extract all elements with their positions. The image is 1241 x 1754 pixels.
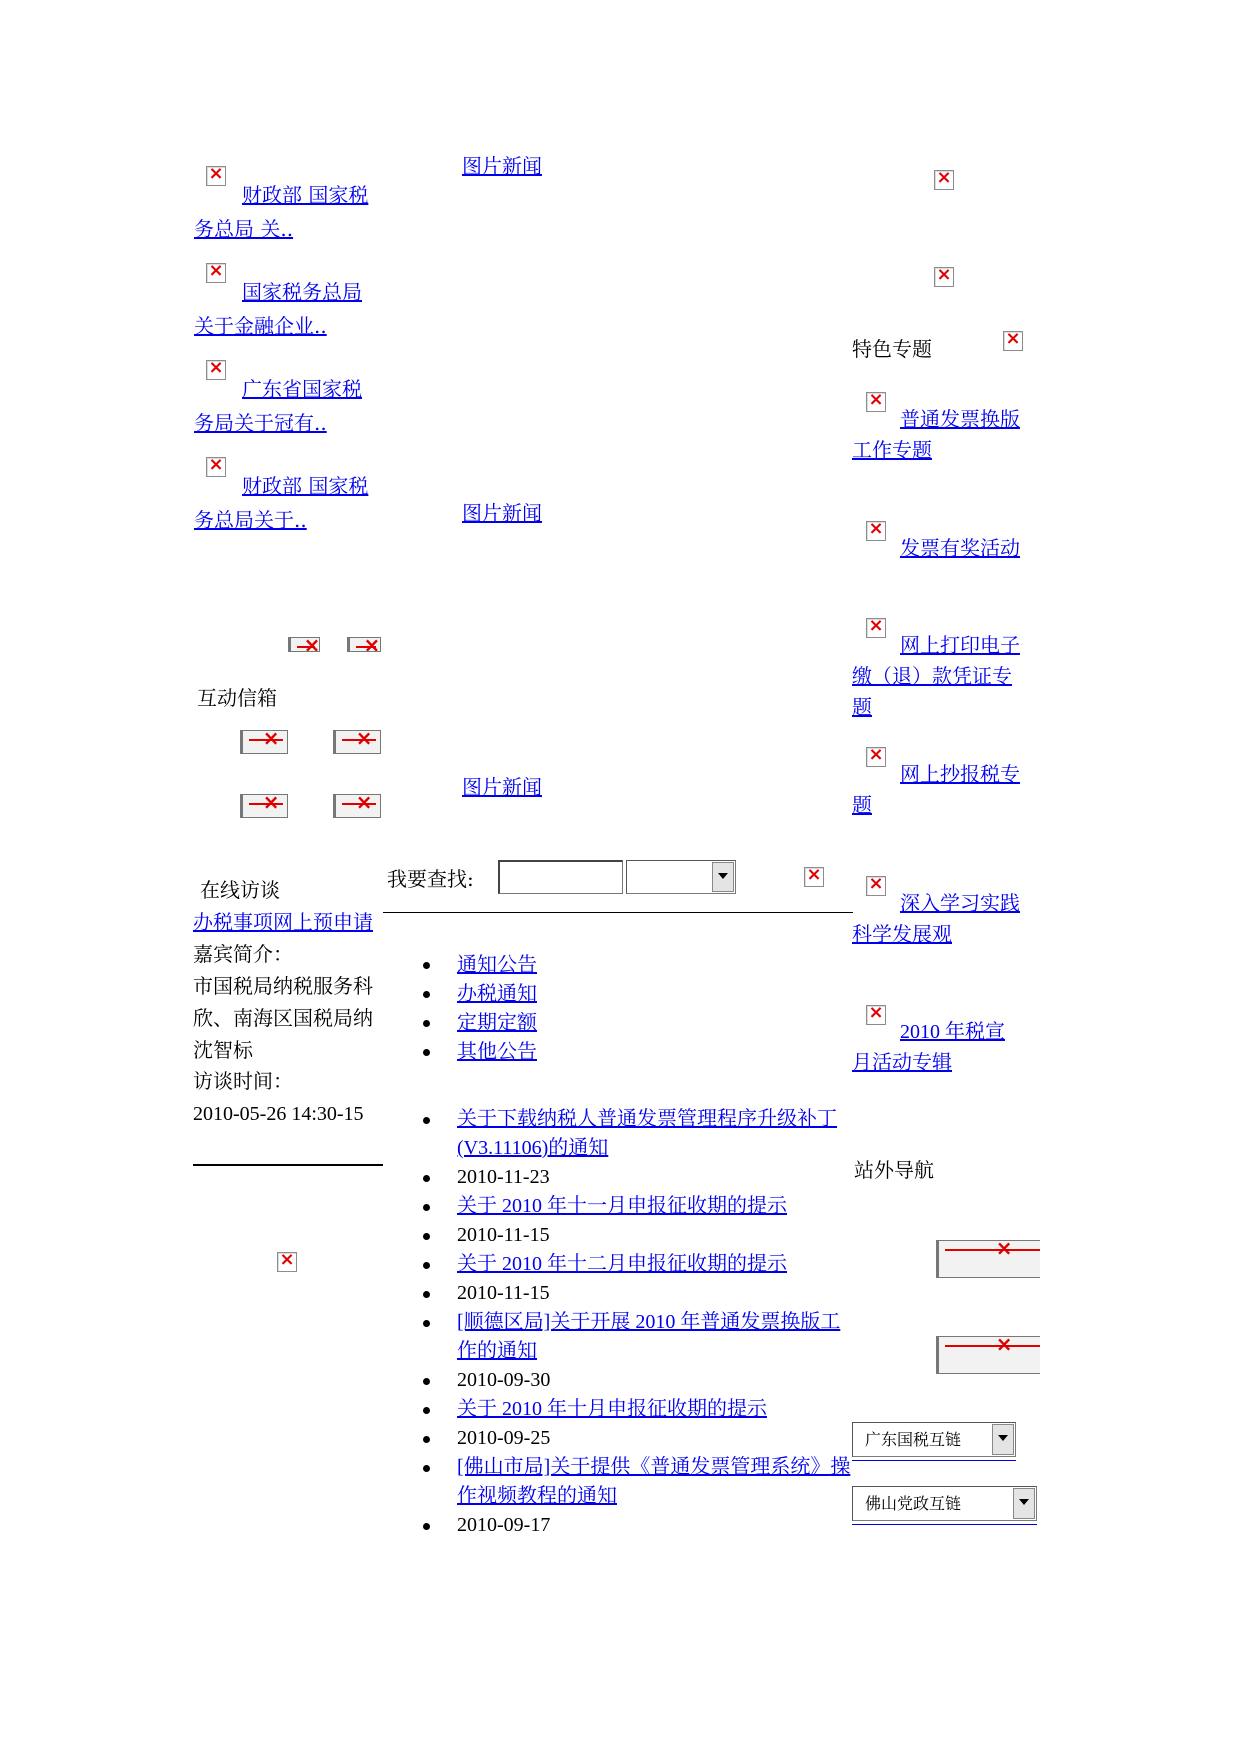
list-item [457, 1192, 852, 1221]
chevron-down-icon[interactable] [992, 1424, 1014, 1455]
photo-news-link[interactable]: 图片新闻 [462, 501, 542, 525]
select-value: 广东国税互链 [865, 1430, 962, 1449]
list-item [457, 1105, 852, 1163]
time-label: 访谈时间： [193, 1069, 293, 1093]
tab-tax-notices[interactable]: 办税通知 [457, 981, 537, 1005]
news-item [194, 275, 384, 345]
interview-topic-link[interactable]: 办税事项网上预申请 [193, 910, 373, 934]
mailbox-button-image[interactable] [347, 637, 381, 652]
tab-item[interactable] [457, 1037, 537, 1066]
notice-link[interactable]: [佛山市局]关于提供《普通发票管理系统》操作视频教程的通知 [457, 1456, 851, 1507]
news-link[interactable]: 广东省国家税务局关于冠有.. [194, 377, 362, 435]
tab-item[interactable] [457, 979, 537, 1008]
guest-text: 市国税局纳税服务科 [193, 974, 373, 998]
external-banner[interactable] [936, 1240, 1040, 1278]
list-item [457, 1366, 852, 1395]
mailbox-button-image[interactable] [288, 637, 320, 652]
external-link-select[interactable] [852, 1422, 1016, 1457]
list-item [457, 1279, 852, 1308]
notice-link[interactable]: 关于下载纳税人普通发票管理程序升级补丁(V3.11106)的通知 [457, 1108, 837, 1159]
external-link-select[interactable] [852, 1486, 1037, 1521]
underline [852, 1460, 1016, 1461]
list-item [457, 1453, 852, 1511]
list-item [457, 1221, 852, 1250]
search-label: 我要查找: [387, 867, 474, 891]
interview-box [193, 874, 383, 1114]
banner-image[interactable] [936, 1336, 1040, 1374]
guest-label: 嘉宾简介： [193, 942, 293, 966]
time-value: 2010-05-26 14:30-15 [193, 1103, 364, 1125]
interview-title: 在线访谈 [200, 878, 280, 902]
notice-date: 2010-11-15 [457, 1224, 550, 1246]
select-value: 佛山党政互链 [865, 1494, 962, 1513]
divider [193, 1164, 383, 1166]
tab-fixed-quota[interactable]: 定期定额 [457, 1010, 537, 1034]
feature-link[interactable]: 网上打印电子缴（退）款凭证专题 [852, 633, 1020, 719]
mailbox-title: 互动信箱 [197, 686, 277, 710]
notice-list [457, 1105, 852, 1540]
notice-date: 2010-09-30 [457, 1369, 551, 1391]
list-item [457, 1395, 852, 1424]
news-item [194, 178, 384, 248]
external-banner[interactable] [936, 1336, 1040, 1374]
mailbox-action-image[interactable] [240, 730, 288, 754]
notice-link[interactable]: 关于 2010 年十月申报征收期的提示 [457, 1398, 767, 1420]
feature-link[interactable]: 网上抄报税专题 [852, 762, 1020, 817]
list-item [457, 1250, 852, 1279]
notice-link[interactable]: [顺德区局]关于开展 2010 年普通发票换版工作的通知 [457, 1311, 841, 1362]
mailbox-action-image[interactable] [240, 794, 288, 818]
tab-notices[interactable]: 通知公告 [457, 952, 537, 976]
tab-item[interactable] [457, 950, 537, 979]
list-item [457, 1511, 852, 1540]
banner-image[interactable] [936, 1240, 1040, 1278]
news-item [194, 469, 384, 539]
feature-link[interactable]: 普通发票换版工作专题 [852, 407, 1020, 462]
underline [852, 1524, 1037, 1525]
search-category-select[interactable] [626, 860, 736, 894]
notice-date: 2010-09-25 [457, 1427, 551, 1449]
mailbox-action-image[interactable] [333, 794, 381, 818]
notice-tabs [457, 950, 537, 1066]
notice-date: 2010-09-17 [457, 1514, 551, 1536]
search-button-image[interactable] [804, 867, 824, 887]
feature-link[interactable]: 发票有奖活动 [900, 536, 1020, 560]
search-input[interactable] [498, 860, 623, 894]
guest-text: 欣、南海区国税局纳 [193, 1006, 373, 1030]
guest-text: 沈智标 [193, 1038, 253, 1062]
list-item [457, 1308, 852, 1366]
feature-link[interactable]: 深入学习实践科学发展观 [852, 891, 1020, 946]
photo-news-link[interactable]: 图片新闻 [462, 775, 542, 799]
feature-link[interactable]: 2010 年税宣月活动专辑 [852, 1021, 1005, 1074]
external-nav-title: 站外导航 [854, 1158, 934, 1182]
broken-image-icon [934, 170, 954, 190]
photo-news-link[interactable]: 图片新闻 [462, 154, 542, 178]
mailbox-action-image[interactable] [333, 730, 381, 754]
broken-image-icon [1003, 331, 1023, 351]
notice-date: 2010-11-15 [457, 1282, 550, 1304]
features-title: 特色专题 [852, 337, 932, 361]
tab-item[interactable] [457, 1008, 537, 1037]
notice-link[interactable]: 关于 2010 年十二月申报征收期的提示 [457, 1253, 787, 1275]
list-item [457, 1424, 852, 1453]
notice-date: 2010-11-23 [457, 1166, 550, 1188]
list-item [457, 1163, 852, 1192]
broken-image-icon [277, 1252, 297, 1272]
divider [383, 912, 853, 913]
notice-link[interactable]: 关于 2010 年十一月申报征收期的提示 [457, 1195, 787, 1217]
news-item [194, 372, 384, 442]
news-link[interactable]: 财政部 国家税务总局关于.. [194, 474, 369, 532]
chevron-down-icon[interactable] [1013, 1488, 1035, 1519]
chevron-down-icon[interactable] [712, 862, 734, 892]
broken-image-icon [934, 267, 954, 287]
tab-other-notices[interactable]: 其他公告 [457, 1039, 537, 1063]
news-link[interactable]: 财政部 国家税务总局 关.. [194, 183, 369, 241]
news-link[interactable]: 国家税务总局关于金融企业.. [194, 280, 362, 338]
interview-time [193, 1098, 383, 1132]
